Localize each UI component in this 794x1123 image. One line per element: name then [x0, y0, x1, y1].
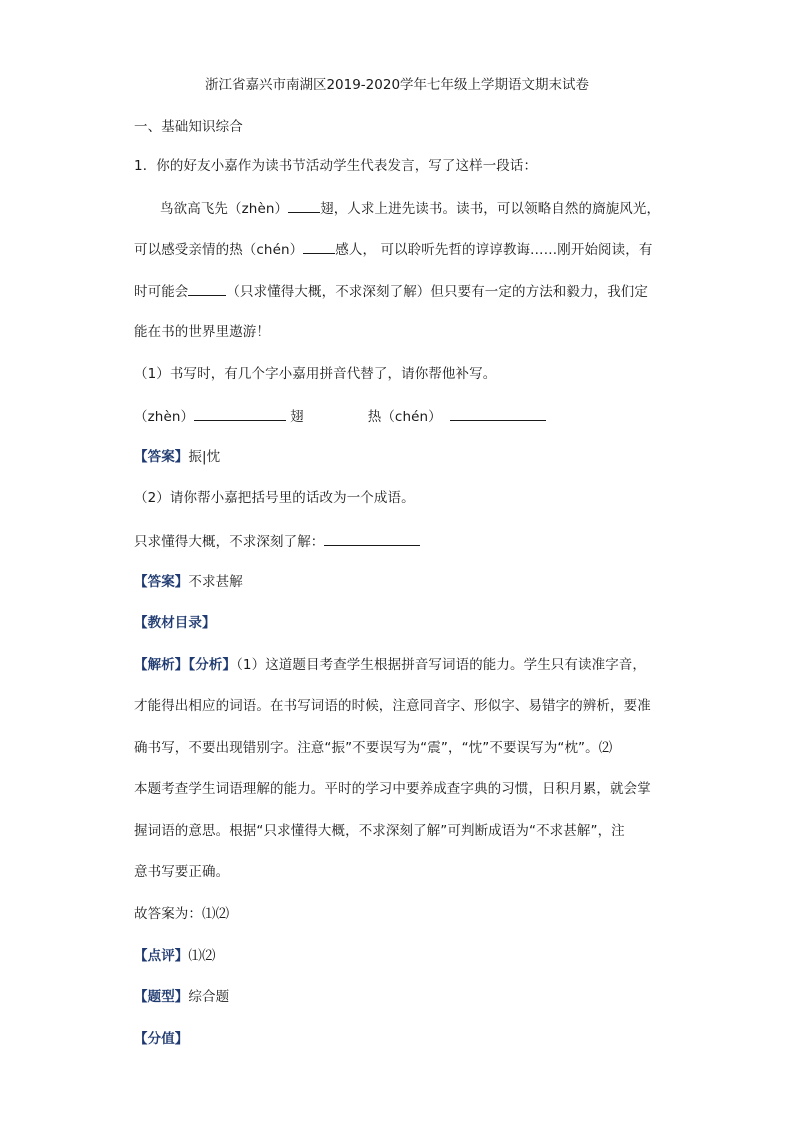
- question-1-stem: 1．你的好友小嘉作为读书节活动学生代表发言，写了这样一段话：: [134, 158, 538, 174]
- comment: [134, 947, 216, 965]
- type-tag: 【题型】: [134, 989, 189, 1005]
- answer-blank-zhen: [194, 406, 286, 421]
- analysis-line-3: 确书写，不要出现错别字。注意“振”不要误写为“震”，“忱”不要误写为“枕”。⑵: [134, 740, 613, 756]
- answer-text: 振|忱: [188, 449, 221, 465]
- passage-text: 时可能会: [134, 284, 189, 300]
- analysis-line-4: 本题考查学生词语理解的能力。平时的学习中要养成查字典的习惯，日积月累，就会掌: [134, 781, 651, 797]
- sub-question-2-blank: [134, 531, 420, 551]
- type-text: 综合题: [188, 989, 230, 1005]
- catalog-tag: 【教材目录】: [134, 615, 216, 631]
- analysis-line-2: 才能得出相应的词语。在书写词语的时候，注意同音字、形似字、易错字的辨析，要准: [134, 698, 651, 714]
- blank-zhen: [288, 198, 320, 213]
- sub-question-2-prompt: 只求懂得大概，不求深刻了解：: [134, 534, 325, 550]
- char-chi: 翅: [290, 409, 304, 425]
- passage-text: 鸟欲高飞先（zhèn）: [160, 201, 289, 217]
- document-title: 浙江省嘉兴市南湖区2019-2020学年七年级上学期语文期末试卷: [204, 77, 590, 93]
- section-heading: 一、基础知识综合: [134, 119, 243, 135]
- comment-text: ⑴⑵: [188, 948, 216, 964]
- passage-line-4: 能在书的世界里遨游！: [134, 324, 270, 340]
- answer-blank-idiom: [324, 531, 420, 546]
- analysis-line-5: 握词语的意思。根据“只求懂得大概，不求深刻了解”可判断成语为“不求甚解”，注: [134, 823, 625, 839]
- answer-1: [134, 448, 220, 466]
- sub-question-1: （1）书写时，有几个字小嘉用拼音代替了，请你帮他补写。: [134, 366, 497, 382]
- pinyin-chen: 热（chén）: [367, 409, 442, 425]
- pinyin-zhen: （zhèn）: [134, 409, 195, 425]
- answer-2: [134, 573, 243, 591]
- so-answer: 故答案为：⑴⑵: [134, 906, 230, 922]
- sub-question-2: （2）请你帮小嘉把括号里的话改为一个成语。: [134, 490, 415, 506]
- analysis-line-1: [134, 656, 646, 674]
- analysis-text: （1）这道题目考查学生根据拼音写词语的能力。学生只有读准字音，: [236, 657, 647, 673]
- sub-question-1-blanks: [134, 406, 546, 426]
- passage-line-1: [160, 198, 660, 218]
- analysis-tag: 【解析】【分析】: [134, 657, 237, 673]
- answer-tag: 【答案】: [134, 574, 189, 590]
- answer-tag: 【答案】: [134, 449, 189, 465]
- passage-text: 可以感受亲情的热（chén）: [134, 242, 304, 258]
- question-type: [134, 988, 229, 1006]
- passage-text: 翅，人求上进先读书。读书，可以领略自然的旖旎风光，: [320, 201, 661, 217]
- answer-text: 不求甚解: [188, 574, 243, 590]
- answer-blank-chen: [450, 406, 546, 421]
- passage-line-2: [134, 239, 652, 259]
- blank-idiom: [188, 281, 226, 296]
- blank-chen: [303, 239, 335, 254]
- passage-text: 感人， 可以聆听先哲的谆谆教诲……刚开始阅读，有: [335, 242, 653, 258]
- passage-line-3: [134, 281, 648, 301]
- comment-tag: 【点评】: [134, 948, 189, 964]
- passage-text: （只求懂得大概，不求深刻了解）但只要有一定的方法和毅力，我们定: [226, 284, 649, 300]
- score-tag: 【分值】: [134, 1031, 189, 1047]
- analysis-line-6: 意书写要正确。: [134, 864, 230, 880]
